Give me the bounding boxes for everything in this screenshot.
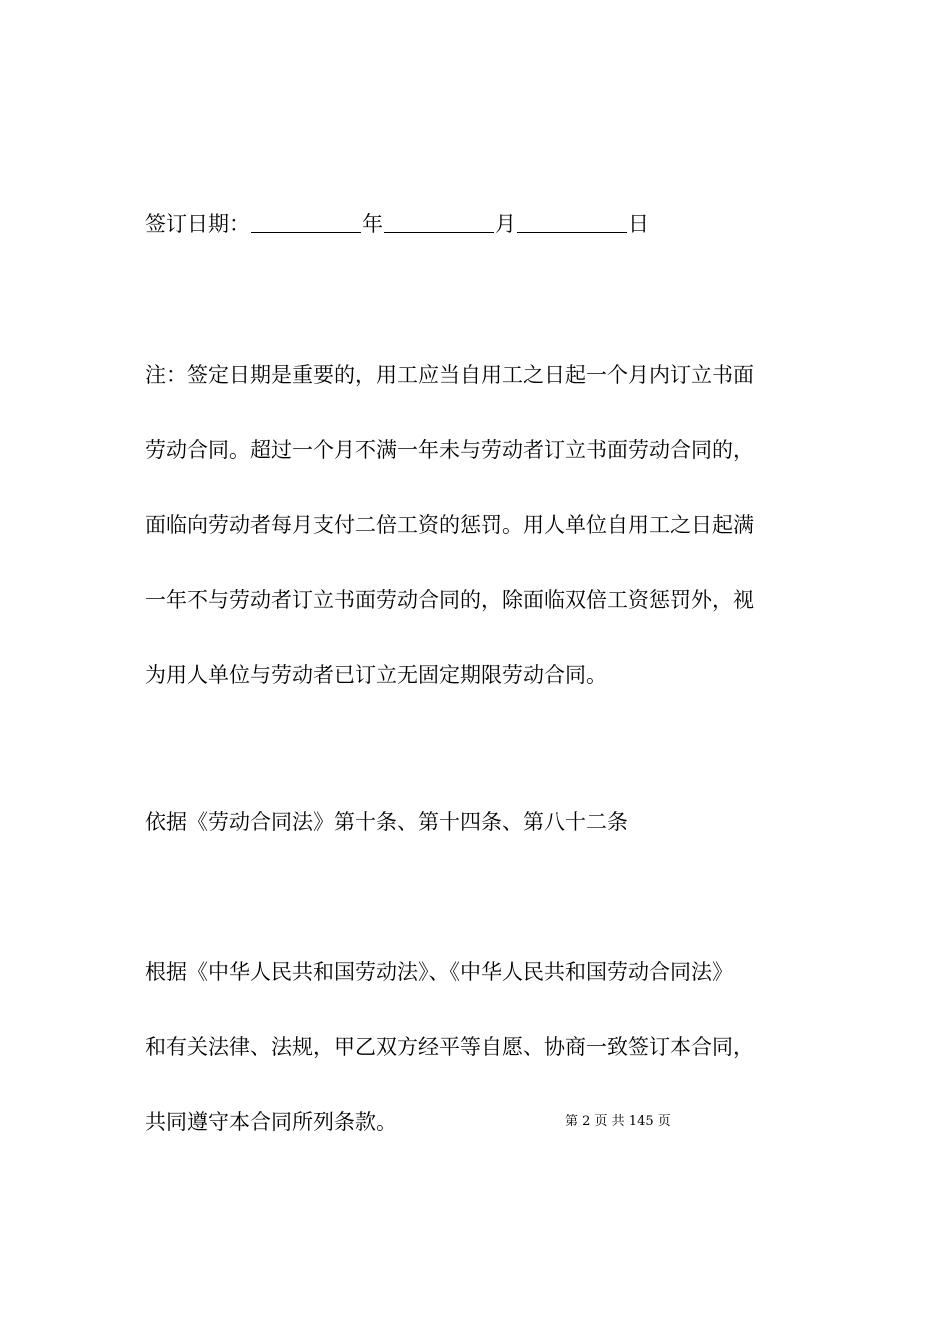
signing-year-label: 年 bbox=[362, 212, 383, 236]
note-line: 为用人单位与劳动者已订立无固定期限劳动合同。 bbox=[145, 663, 607, 687]
note-line: 劳动合同。超过一个月不满一年未与劳动者订立书面劳动合同的， bbox=[145, 438, 754, 462]
note-line: 面临向劳动者每月支付二倍工资的惩罚。用人单位自用工之日起满 bbox=[145, 513, 754, 537]
note-line: 注：签定日期是重要的，用工应当自用工之日起一个月内订立书面 bbox=[145, 363, 754, 387]
signing-date-line bbox=[145, 210, 649, 238]
preamble-line: 根据《中华人民共和国劳动法》、《中华人民共和国劳动合同法》 bbox=[145, 960, 733, 984]
note-line: 一年不与劳动者订立书面劳动合同的，除面临双倍工资惩罚外，视 bbox=[145, 588, 754, 612]
preamble-line: 和有关法律、法规，甲乙双方经平等自愿、协商一致签订本合同， bbox=[145, 1035, 754, 1059]
signing-month-blank bbox=[384, 212, 494, 233]
legal-basis: 依据《劳动合同法》第十条、第十四条、第八十二条 bbox=[145, 810, 628, 834]
signing-year-blank bbox=[251, 212, 361, 233]
page-number: 第 2 页 共 145 页 bbox=[565, 1114, 671, 1129]
signing-month-label: 月 bbox=[495, 212, 516, 236]
signing-day-blank bbox=[517, 212, 627, 233]
preamble-line: 共同遵守本合同所列条款。 bbox=[145, 1110, 397, 1134]
signing-day-label: 日 bbox=[628, 212, 649, 236]
signing-date-label: 签订日期： bbox=[145, 212, 250, 236]
